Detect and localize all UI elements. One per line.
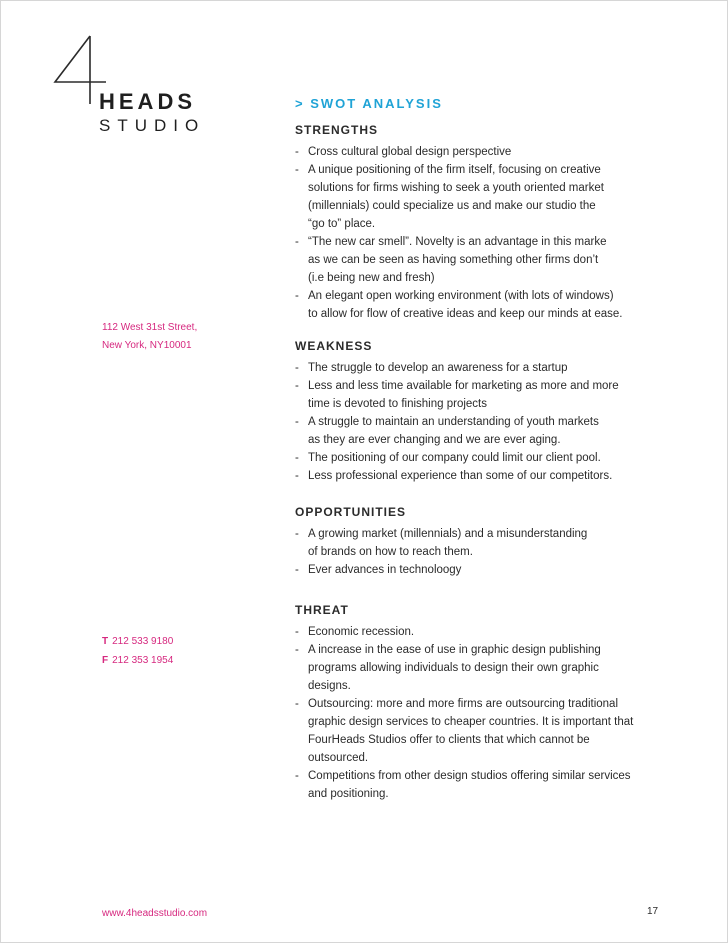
phone — [102, 636, 173, 647]
list-item-line: programs allowing individuals to design their own graphic — [308, 662, 599, 674]
list-item-line: “The new car smell”. Novelty is an advantage in this marke — [308, 236, 607, 248]
section-threat — [295, 603, 695, 803]
section-opportunities — [295, 505, 695, 579]
list-item — [295, 233, 695, 287]
list-item-line: A increase in the ease of use in graphic design publishing — [308, 644, 601, 656]
list-item — [295, 561, 695, 579]
section-strengths — [295, 123, 695, 323]
bullet-dash: - — [295, 528, 299, 540]
fax-number: 212 353 1954 — [112, 655, 174, 666]
bullet-dash: - — [295, 416, 299, 428]
bullet-dash: - — [295, 290, 299, 302]
list-item-line: (i.e being new and fresh) — [308, 272, 435, 284]
list-item-line: and positioning. — [308, 788, 389, 800]
list-item-line: The struggle to develop an awareness for a startup — [308, 362, 568, 374]
bullet-dash: - — [295, 362, 299, 374]
list-item — [295, 767, 695, 803]
bullet-dash: - — [295, 164, 299, 176]
list-item-line: FourHeads Studios offer to clients that which cannot be — [308, 734, 590, 746]
bullet-dash: - — [295, 698, 299, 710]
bullet-dash: - — [295, 644, 299, 656]
page-title: > SWOT ANALYSIS — [295, 96, 443, 111]
website-link[interactable]: www.4headsstudio.com — [102, 908, 208, 919]
section-heading: STRENGTHS — [295, 123, 379, 137]
list-item-line: The positioning of our company could limit our client pool. — [308, 452, 601, 464]
list-item — [295, 525, 695, 561]
bullet-list — [295, 143, 695, 323]
list-item — [295, 143, 695, 161]
list-item — [295, 695, 695, 767]
list-item — [295, 359, 695, 377]
bullet-dash: - — [295, 452, 299, 464]
list-item — [295, 377, 695, 413]
page-number: 17 — [647, 906, 659, 917]
list-item — [295, 467, 695, 485]
bullet-dash: - — [295, 236, 299, 248]
list-item-line: to allow for flow of creative ideas and keep our minds at ease. — [308, 308, 623, 320]
list-item-line: graphic design services to cheaper countries. It is important that — [308, 716, 634, 728]
phone-number: 212 533 9180 — [112, 636, 174, 647]
list-item — [295, 623, 695, 641]
list-item-line: designs. — [308, 680, 351, 692]
list-item — [295, 641, 695, 695]
list-item-line: (millennials) could specialize us and make our studio the — [308, 200, 596, 212]
bullet-list — [295, 359, 695, 485]
bullet-list — [295, 623, 695, 803]
section-heading: WEAKNESS — [295, 339, 373, 353]
list-item-line: of brands on how to reach them. — [308, 546, 473, 558]
bullet-dash: - — [295, 146, 299, 158]
list-item-line: A unique positioning of the firm itself, focusing on creative — [308, 164, 601, 176]
section-heading: THREAT — [295, 603, 349, 617]
list-item — [295, 287, 695, 323]
bullet-list — [295, 525, 695, 579]
swot-content — [295, 96, 695, 817]
address-line-2: New York, NY10001 — [102, 340, 192, 351]
list-item-line: A struggle to maintain an understanding of youth markets — [308, 416, 599, 428]
list-item-line: “go to” place. — [308, 218, 376, 230]
list-item — [295, 413, 695, 449]
logo-studio: STUDIO — [99, 116, 206, 135]
list-item-line: A growing market (millennials) and a misunderstanding — [308, 528, 588, 540]
section-weakness — [295, 339, 695, 485]
bullet-dash: - — [295, 770, 299, 782]
fax — [102, 655, 173, 666]
bullet-dash: - — [295, 626, 299, 638]
list-item-line: Economic recession. — [308, 626, 415, 638]
list-item-line: An elegant open working environment (with lots of windows) — [308, 290, 614, 302]
phone-label: T — [102, 636, 109, 647]
list-item-line: Competitions from other design studios offering similar services — [308, 770, 631, 782]
list-item — [295, 449, 695, 467]
list-item-line: as they are ever changing and we are ever aging. — [308, 434, 561, 446]
list-item-line: time is devoted to finishing projects — [308, 398, 487, 410]
address-line-1: 112 West 31st Street, — [102, 322, 198, 333]
list-item-line: Less professional experience than some of our competitors. — [308, 470, 613, 482]
bullet-dash: - — [295, 380, 299, 392]
list-item-line: solutions for firms wishing to seek a youth oriented market — [308, 182, 604, 194]
list-item-line: Ever advances in technoloogy — [308, 564, 462, 576]
list-item-line: outsourced. — [308, 752, 369, 764]
list-item — [295, 161, 695, 233]
fax-label: F — [102, 655, 109, 666]
section-heading: OPPORTUNITIES — [295, 505, 407, 519]
list-item-line: Cross cultural global design perspective — [308, 146, 512, 158]
list-item-line: as we can be seen as having something other firms don’t — [308, 254, 599, 266]
bullet-dash: - — [295, 564, 299, 576]
bullet-dash: - — [295, 470, 299, 482]
list-item-line: Less and less time available for marketing as more and more — [308, 380, 619, 392]
list-item-line: Outsourcing: more and more firms are outsourcing traditional — [308, 698, 619, 710]
logo-heads: HEADS — [99, 89, 197, 114]
